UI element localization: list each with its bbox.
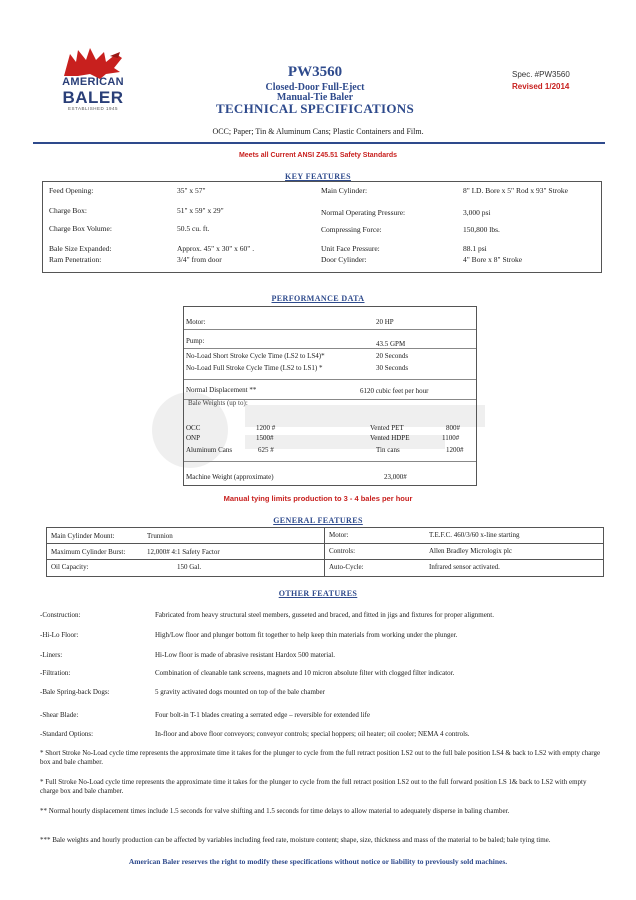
subtitle-line1: Closed-Door Full-Eject <box>265 82 365 93</box>
gf-label: Auto-Cycle: <box>329 563 364 571</box>
kf-label: Bale Size Expanded: <box>49 244 112 253</box>
logo-line1: AMERICAN <box>62 76 124 88</box>
kf-label: Ram Penetration: <box>49 255 102 264</box>
gf-value: 12,000# 4:1 Safety Factor <box>147 548 220 556</box>
kf-label: Unit Face Pressure: <box>321 244 380 253</box>
option-value: 5 gravity activated dogs mounted on top of the bale chamber <box>155 688 325 696</box>
performance-box <box>183 306 477 486</box>
perf-label: No-Load Short Stroke Cycle Time (LS2 to LS4)* <box>186 352 325 360</box>
gf-label: Main Cylinder Mount: <box>51 532 115 540</box>
footer-disclaimer: American Baler reserves the right to modify these specifications without notice or liability to previously sold machines. <box>128 857 508 866</box>
weight-value: 625 # <box>258 446 274 454</box>
kf-value: 3/4" from door <box>177 255 222 264</box>
perf-label: No-Load Full Stroke Cycle Time (LS2 to LS1) * <box>186 364 323 372</box>
document-title: TECHNICAL SPECIFICATIONS <box>215 101 415 116</box>
general-features-title: GENERAL FEATURES <box>273 516 363 525</box>
gf-label: Maximum Cylinder Burst: <box>51 548 126 556</box>
ansi-standard: Meets all Current ANSI Z45.51 Safety Standards <box>238 152 398 159</box>
option-label: -Bale Spring-back Dogs: <box>40 688 110 696</box>
perf-value: 20 HP <box>376 318 394 326</box>
option-label: -Liners: <box>40 651 63 659</box>
gf-value: Allen Bradley Micrologix plc <box>429 547 513 555</box>
weight-material: ONP <box>186 434 201 442</box>
materials-line: OCC; Paper; Tin & Aluminum Cans; Plastic Containers and Film. <box>212 127 424 136</box>
revision-date: Revised 1/2014 <box>512 82 570 91</box>
kf-label: Compressing Force: <box>321 225 382 234</box>
key-features-title: KEY FEATURES <box>285 172 351 181</box>
perf-value: 43.5 GPM <box>376 340 406 348</box>
perf-value: 6120 cubic feet per hour <box>360 387 429 395</box>
gf-value: 150 Gal. <box>177 563 202 571</box>
kf-label: Charge Box: <box>49 206 87 215</box>
option-value: Hi-Low floor is made of abrasive resistant Hardox 500 material. <box>155 651 336 659</box>
gf-value: Infrared sensor activated. <box>429 563 500 571</box>
weight-material: Vented HDPE <box>370 434 410 442</box>
perf-value: 30 Seconds <box>376 364 409 372</box>
weight-material: OCC <box>186 424 201 432</box>
row-divider <box>184 329 476 330</box>
footnote: ** Normal hourly displacement times include 1.5 seconds for valve shifting and 1.5 seconds for time delays to allow material to adequately disperse in baling chamber. <box>40 807 510 815</box>
option-value: High/Low floor and plunger bottom fit together to help keep thin materials from working under the plunger. <box>155 631 458 639</box>
weight-value: 1100# <box>442 434 460 442</box>
option-value: In-floor and above floor conveyors; conveyor controls; special hoppers; oil heater; oil cooler; NEMA 4 controls. <box>155 730 470 738</box>
kf-value: 35" x 57" <box>177 186 206 195</box>
perf-value: 23,000# <box>384 473 407 481</box>
row-divider <box>184 461 476 462</box>
option-value: Combination of cleanable tank screens, magnets and 10 micron absolute filter with clogged filter indicator. <box>155 669 455 677</box>
model-number: PW3560 <box>287 64 343 80</box>
kf-label: Feed Opening: <box>49 186 94 195</box>
kf-value: Approx. 45" x 30" x 60" . <box>177 244 255 253</box>
option-label: -Standard Options: <box>40 730 94 738</box>
general-features-box <box>46 527 604 577</box>
bale-weights-label: Bale Weights (up to): <box>188 399 248 407</box>
option-label: -Hi-Lo Floor: <box>40 631 79 639</box>
header-divider <box>33 142 605 144</box>
row-divider <box>184 379 476 380</box>
kf-value: 51" x 59" x 29" <box>177 206 224 215</box>
gf-label: Oil Capacity: <box>51 563 89 571</box>
performance-title: PERFORMANCE DATA <box>271 294 365 303</box>
weight-material: Aluminum Cans <box>186 446 233 454</box>
weight-material: Tin cans <box>376 446 400 454</box>
option-label: -Filtration: <box>40 669 71 677</box>
kf-value: 8" I.D. Bore x 5" Rod x 93" Stroke <box>463 186 569 195</box>
gf-value: Trunnion <box>147 532 173 540</box>
manual-tying-note: Manual tying limits production to 3 - 4 bales per hour <box>223 494 413 503</box>
kf-value: 150,800 lbs. <box>463 225 500 234</box>
weight-value: 1200 # <box>256 424 276 432</box>
column-divider <box>324 528 325 576</box>
gf-label: Controls: <box>329 547 356 555</box>
gf-value: T.E.F.C. 460/3/60 x-line starting <box>429 531 520 539</box>
perf-value: 20 Seconds <box>376 352 409 360</box>
kf-value: 88.1 psi <box>463 244 487 253</box>
option-label: -Construction: <box>40 611 81 619</box>
option-value: Four bolt-in T-1 blades creating a serrated edge – reversible for extended life <box>155 711 370 719</box>
weight-value: 1200# <box>446 446 464 454</box>
logo-line2: BALER <box>62 88 124 107</box>
kf-value: 50.5 cu. ft. <box>177 224 210 233</box>
weight-value: 1500# <box>256 434 274 442</box>
other-features-title: OTHER FEATURES <box>278 589 358 598</box>
footnote: * Full Stroke No-Load cycle time represents the approximate time it takes for the plunger to cycle from the full retract position LS2 out to the full forward position LS 1& back to LS2 with empty charge box and bale chamber. <box>40 778 587 795</box>
subtitle-line2: Manual-Tie Baler <box>276 92 354 103</box>
kf-label: Main Cylinder: <box>321 186 368 195</box>
option-value: Fabricated from heavy structural steel members, gusseted and braced, and fitted in jigs and fixtures for proper alignment. <box>155 611 495 619</box>
row-divider <box>184 348 476 349</box>
option-label: -Shear Blade: <box>40 711 79 719</box>
eagle-icon <box>60 46 126 80</box>
row-divider <box>47 559 603 560</box>
kf-label: Charge Box Volume: <box>49 224 112 233</box>
footnote: *** Bale weights and hourly production can be affected by variables including feed rate, moisture content; shape, size, thickness and mass of the material to be baled; bale tying time. <box>40 836 551 844</box>
row-divider <box>47 543 603 544</box>
logo-line3: ESTABLISHED 1945 <box>68 106 118 111</box>
key-features-box <box>42 181 602 273</box>
kf-label: Normal Operating Pressure: <box>321 208 406 217</box>
kf-label: Door Cylinder: <box>321 255 367 264</box>
weight-value: 800# <box>446 424 460 432</box>
perf-label: Motor: <box>186 318 206 326</box>
footnote: * Short Stroke No-Load cycle time represents the approximate time it takes for the plunger to cycle from the full retract position LS2 out to the full bale position LS4 & back to LS2 with empty charge box and bale chamber. <box>40 749 601 766</box>
spec-number: Spec. #PW3560 <box>512 70 570 79</box>
perf-label: Normal Displacement ** <box>186 386 257 394</box>
weight-material: Vented PET <box>370 424 404 432</box>
perf-label: Pump: <box>186 337 205 345</box>
kf-value: 4" Bore x 8" Stroke <box>463 255 523 264</box>
perf-label: Machine Weight (approximate) <box>186 473 274 481</box>
kf-value: 3,000 psi <box>463 208 491 217</box>
gf-label: Motor: <box>329 531 349 539</box>
